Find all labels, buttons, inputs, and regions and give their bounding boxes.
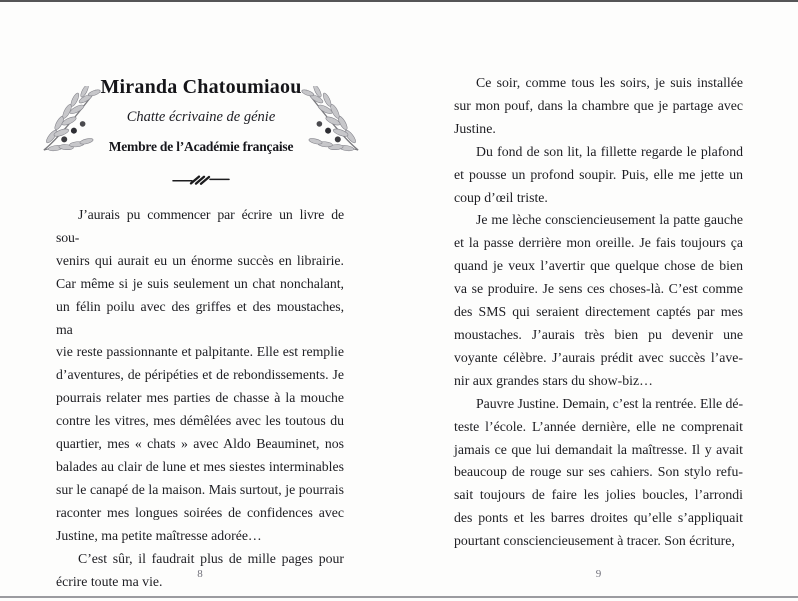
text-line: Je me lèche consciencieusement la patte gauche (476, 212, 743, 228)
text-line: écrire toute ma vie. (56, 573, 163, 589)
text-line: C’est sûr, il faudrait plus de mille pages pour (78, 550, 344, 566)
text-line: voyante célèbre. J’aurais prédit avec succès l’ave- (454, 349, 743, 365)
olive-branch-icon (40, 86, 102, 156)
text-line: Justine. (454, 120, 496, 136)
text-line: sur mon pouf, dans la chambre que je partage avec (454, 97, 743, 113)
author-affiliation: Membre de l’Académie française (108, 139, 294, 154)
text-line: nir aux grandes stars du show-biz… (454, 372, 653, 388)
text-line: pourtant consciencieusement à tracer. Son écriture, (454, 533, 735, 549)
text-line: raconter mes longues soirées de confidences avec (56, 504, 344, 520)
right-page-text (454, 72, 743, 553)
text-line: des SMS qui seraient directement captés par mes (454, 304, 743, 320)
text-line: et pousse un profond soupir. Puis, elle me jette un (454, 166, 743, 182)
text-line: teste l’école. L’année dernière, elle ne comprenait (454, 418, 743, 434)
text-line: Du fond de son lit, la fillette regarde le plafond (476, 143, 743, 159)
text-line: moustaches. J’aurais très bien pu devenir une (454, 326, 743, 342)
text-line: sait toujours de faire les jolies boucles, l’arrondi (454, 487, 743, 503)
text-line: J’aurais pu commencer par écrire un livre de sou- (56, 207, 344, 245)
left-page-number: 8 (197, 568, 203, 580)
right-page-number: 9 (595, 568, 602, 580)
top-edge-rule (0, 0, 798, 2)
text-line: sur le canapé de la maison. Mais surtout, je pourrais (56, 481, 344, 497)
text-line: contre les vitres, mes démêlées avec les toutous du (56, 413, 344, 429)
text-line: Ce soir, comme tous les soirs, je suis installée (476, 75, 743, 90)
text-line: coup d’œil triste. (454, 189, 548, 205)
text-line: balades au clair de lune et mes siestes interminables (56, 458, 344, 474)
text-line: et la passe derrière mon oreille. Je fais toujours ça (454, 235, 743, 251)
author-title: Miranda Chatoumiaou (100, 76, 302, 98)
bottom-edge-rule (0, 596, 798, 598)
text-line: vie reste passionnante et palpitante. Elle est remplie (56, 344, 344, 360)
text-line: venirs qui aurait eu un énorme succès en librairie. (56, 252, 344, 268)
rope-flourish-divider-icon (172, 175, 230, 185)
left-page-text (56, 204, 344, 593)
paragraph (454, 209, 743, 392)
text-line: va se produire. Je sens ces choses-là. C’est comme (454, 281, 743, 297)
text-line: un félin poilu avec des griffes et des moustaches, ma (56, 298, 344, 337)
paragraph (454, 141, 743, 210)
text-line: quartier, mes « chats » avec Aldo Beauminet, nos (56, 436, 344, 452)
text-line: pourrais relater mes parties de chasse à la mouche (56, 390, 344, 406)
text-line: jamais ce que lui demandait la maîtresse. Il y avait (454, 441, 743, 457)
text-line: beaucoup de rouge sur ses cahiers. Son stylo refu- (454, 464, 743, 480)
text-line: d’aventures, de péripéties et de rebondissements. Je (56, 367, 344, 383)
paragraph (454, 72, 743, 141)
text-line: quand je veux l’avertir que quelque chose de bien (454, 258, 743, 274)
text-line: Justine, ma petite maîtresse adorée… (56, 527, 262, 543)
text-line: Pauvre Justine. Demain, c’est la rentrée. Elle dé- (476, 395, 743, 411)
paragraph (56, 204, 344, 548)
text-line: Car même si je suis seulement un chat nonchalant, (56, 275, 344, 291)
olive-branch-icon (300, 86, 362, 156)
author-subtitle: Chatte écrivaine de génie (126, 109, 276, 125)
text-line: des ponts et les barres droites qu’elle s’appliquait (454, 510, 743, 526)
paragraph (454, 393, 743, 553)
